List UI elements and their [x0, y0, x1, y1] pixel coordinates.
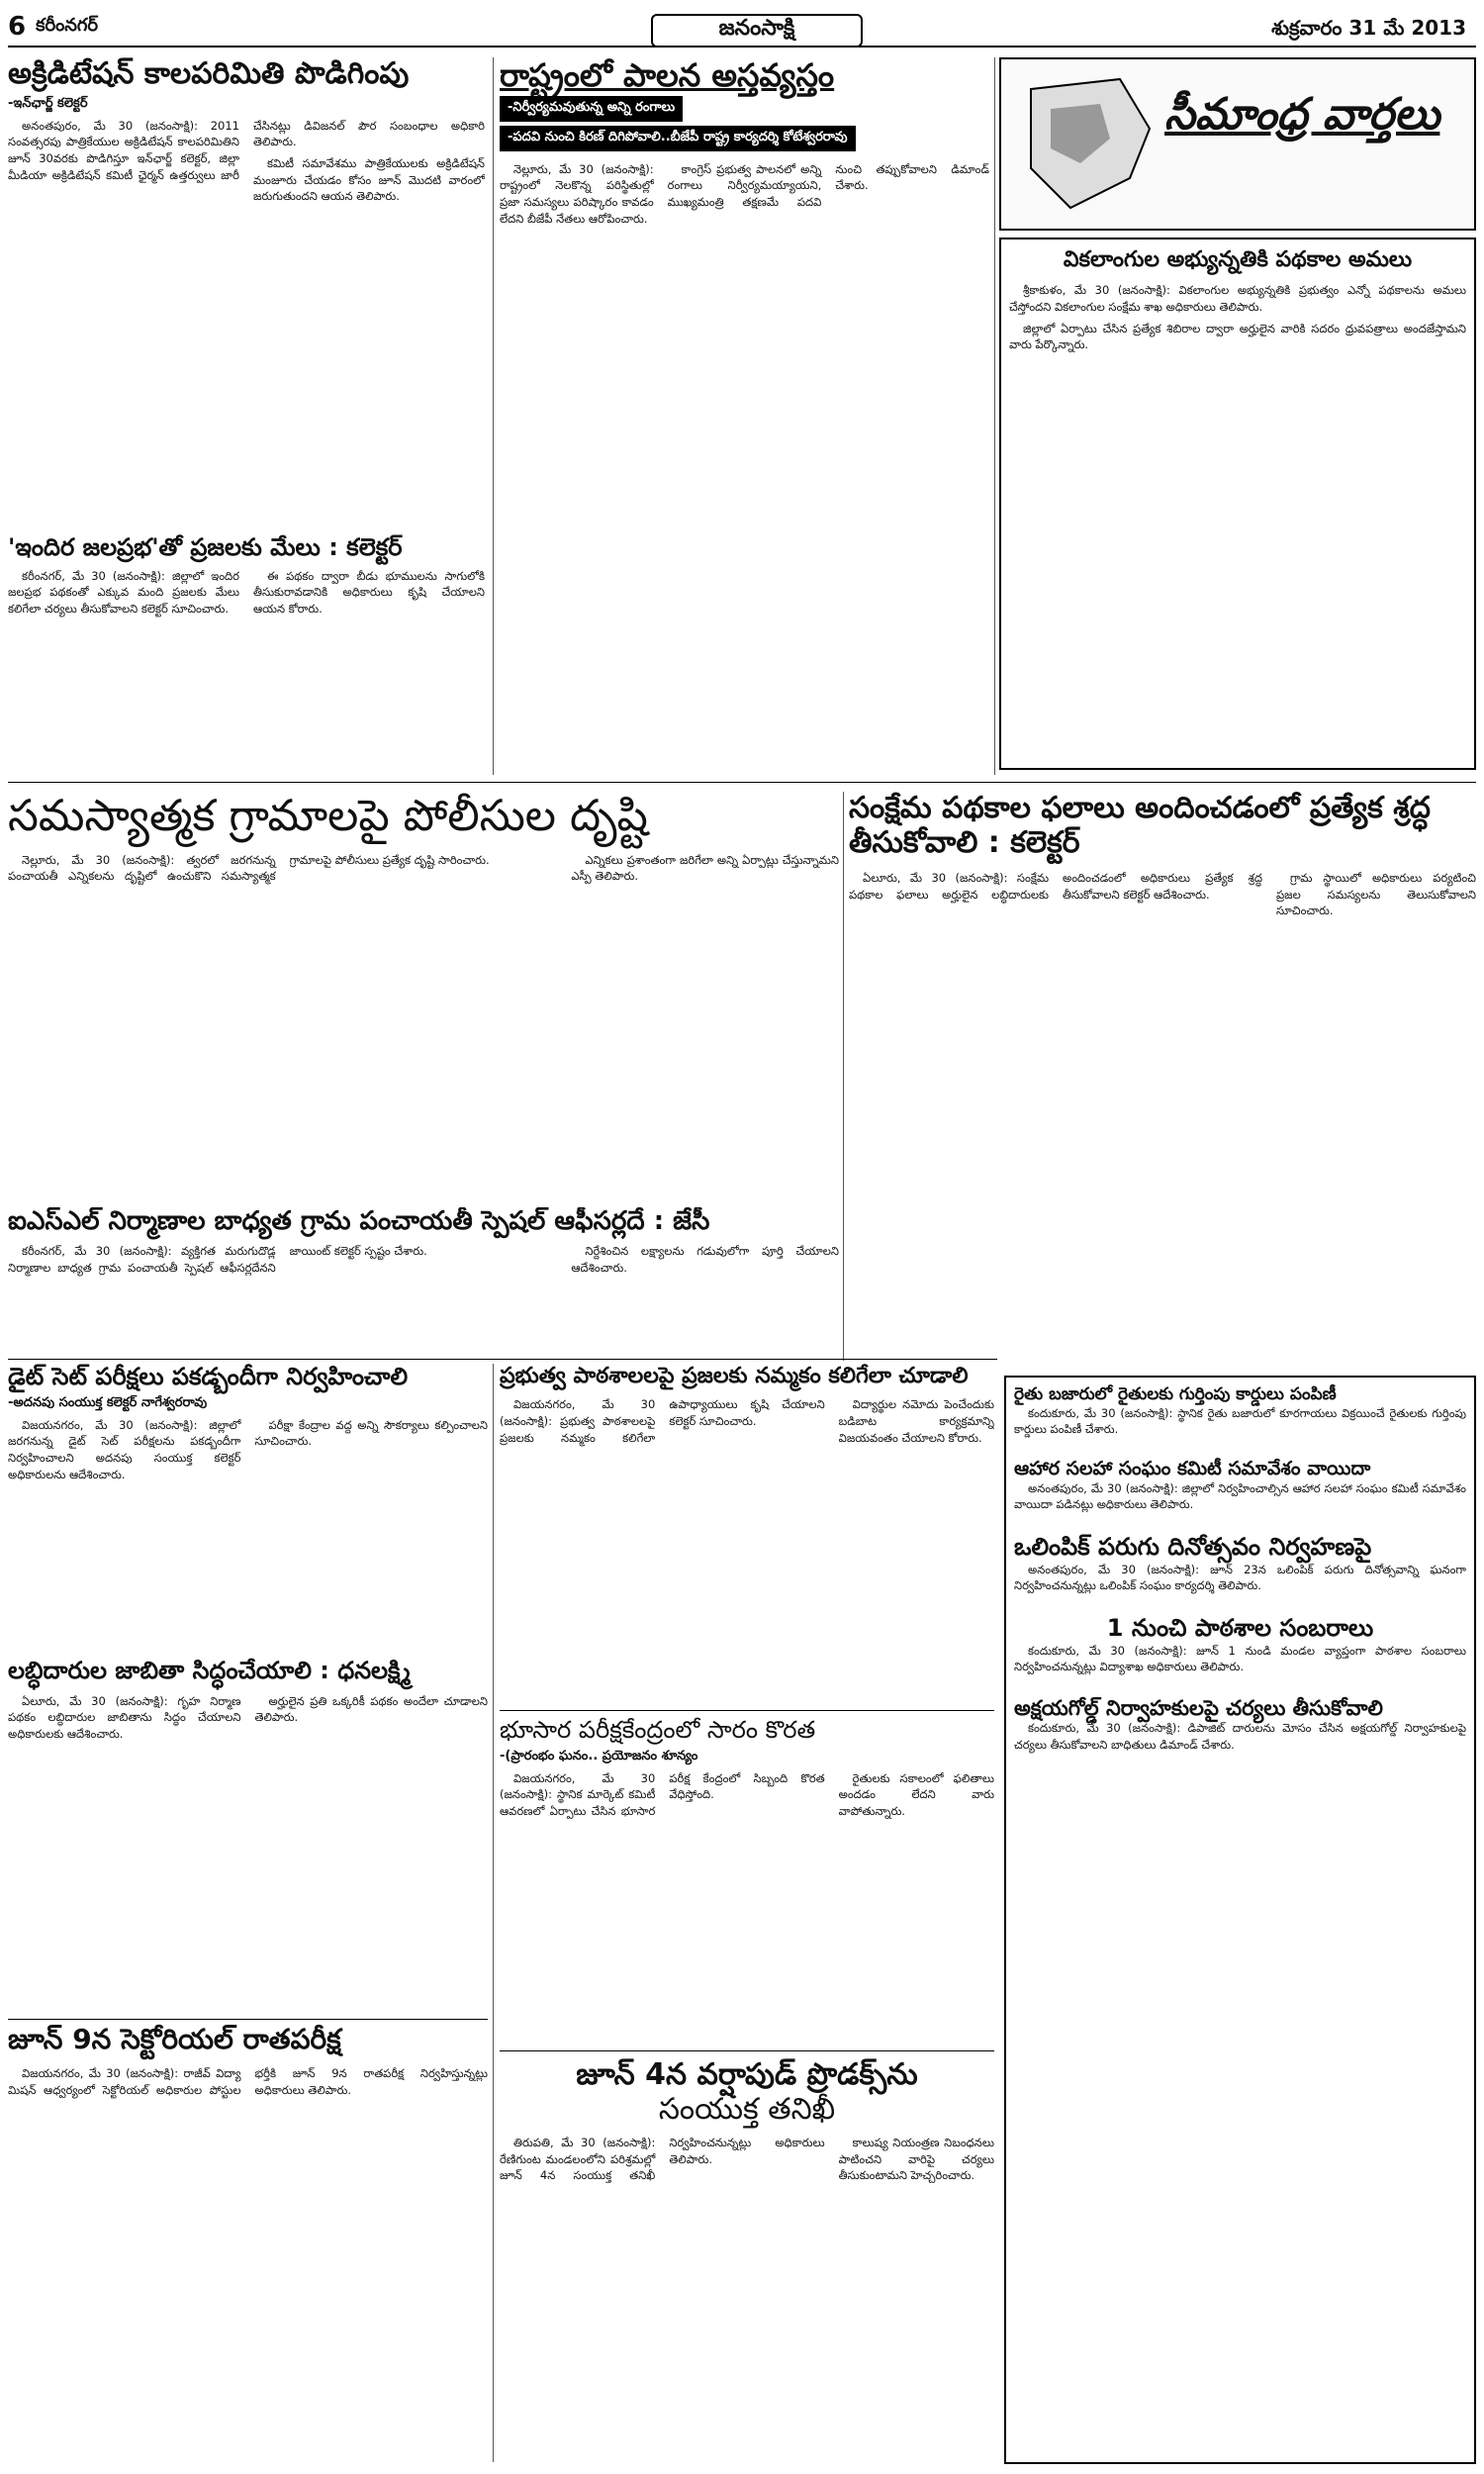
article-welfare-schemes [849, 792, 1476, 1366]
right-column-briefs [1004, 1376, 1476, 2464]
paragraph: ఏలూరు, మే 30 (జనంసాక్షి): సంక్షేమ పథకాల ఫలాలు అర్హులైన లబ్ధిదారులకు అందించడంలో అధికారులు ప్రత్యేక శ్రద్ధ తీసుకోవాలని కలెక్టర్ ఆదేశించారు. [849, 871, 1262, 902]
article-soil-testing [500, 1717, 994, 2044]
headline: సంక్షేమ పథకాల ఫలాలు అందించడంలో ప్రత్యేక శ్రద్ధ తీసుకోవాలి : కలెక్టర్ [849, 792, 1431, 860]
article-sectorial-exam [8, 2024, 488, 2241]
paragraph: శ్రీకాకుళం, మే 30 (జనంసాక్షి): వికలాంగుల అభ్యున్నతికి ప్రభుత్వం ఎన్నో పథకాలను అమలు చేస్తోందని వికలాంగుల సంక్షేమ శాఖ అధికారులు తెలిపారు. [1009, 283, 1466, 314]
headline: రాష్ట్రంలో పాలన అస్తవ్యస్తం [500, 57, 835, 94]
headline: 1 నుంచి పాఠశాల సంబరాలు [1106, 1614, 1374, 1643]
article-beneficiary-list [8, 1658, 488, 2014]
column-rule [493, 1364, 494, 2462]
article-body [1014, 1720, 1466, 1753]
column-rule [493, 57, 494, 775]
article-body [8, 1693, 488, 1743]
headline: జూన్ 4న వర్షాపుడ్ ప్రొడక్స్‌ను [576, 2058, 918, 2092]
article-body [8, 1417, 488, 1483]
paragraph: విజయనగరం, మే 30 (జనంసాక్షి): రాజీవ్ విద్యా మిషన్ ఆధ్వర్యంలో సెక్టోరియల్ అధికారుల పోస్టుల భర్తీకి జూన్ 9న రాతపరీక్ష నిర్వహిస్తున్నట్లు అధికారులు తెలిపారు. [8, 2066, 488, 2097]
paragraph: కరీంనగర్, మే 30 (జనంసాక్షి): వ్యక్తిగత మరుగుదొడ్ల నిర్మాణాల బాధ్యత గ్రామ పంచాయతీ స్పెషల్ ఆఫీసర్లదేనని జాయింట్ కలెక్టర్ స్పష్టం చేశారు. [8, 1243, 427, 1275]
article-body [1014, 1405, 1466, 1438]
paragraph: విజయనగరం, మే 30 (జనంసాక్షి): జిల్లాలో జరగనున్న డైట్ సెట్ పరీక్షలను పకడ్బందీగా నిర్వహించాలని అదనపు సంయుక్త కలెక్టర్ అధికారులను ఆదేశించారు. [8, 1417, 241, 1481]
column-rule [994, 57, 995, 775]
paragraph: విజయనగరం, మే 30 (జనంసాక్షి): ప్రభుత్వ పాఠశాలలపై ప్రజలకు నమ్మకం కలిగేలా ఉపాధ్యాయులు కృషి చేయాలని కలెక్టర్ సూచించారు. [500, 1397, 825, 1445]
article-farmer-id-cards [1014, 1385, 1466, 1438]
article-body [8, 2065, 488, 2101]
article-food-committee [1014, 1459, 1466, 1513]
paragraph: కాంగ్రెస్ ప్రభుత్వ పాలనలో అన్ని రంగాలు నిర్వీర్యమయ్యాయని, ముఖ్యమంత్రి తక్షణమే పదవి నుంచి తప్పుకోవాలని డిమాండ్ చేశారు. [667, 161, 989, 210]
state-map-icon [1011, 69, 1159, 218]
masthead-logo: జనంసాక్షి [651, 14, 863, 48]
article-body [8, 118, 485, 205]
paragraph: అనంతపురం, మే 30 (జనంసాక్షి): జిల్లాలో నిర్వహించాల్సిన ఆహార సలహా సంఘం కమిటీ సమావేశం వాయిదా పడినట్లు అధికారులు తెలిపారు. [1014, 1480, 1466, 1512]
article-administration [500, 57, 989, 770]
paragraph: కమిటీ సమావేశము పాత్రికేయులకు అక్రిడిటేషన్ మంజూరు చేయడం కోసం జూన్ మొదటి వారంలో జరుగుతుందని ఆయన తెలిపారు. [253, 155, 485, 204]
article-body [849, 870, 1476, 919]
divider [8, 782, 1476, 783]
headline: వికలాంగుల అభ్యున్నతికి పథకాల అమలు [1063, 247, 1413, 272]
headline: డైట్ సెట్ పరీక్షలు పకడ్బందీగా నిర్వహించాలి [8, 1364, 409, 1390]
article-police-focus [8, 792, 839, 1197]
subhead: -(ప్రారంభం ఘనం.. ప్రయోజనం శూన్యం [500, 1748, 698, 1763]
page-header [8, 8, 1476, 48]
headline: 'ఇందిర జలప్రభ'తో ప్రజలకు మేలు : కలెక్టర్ [8, 534, 403, 561]
article-waterproof-inspection [500, 2058, 994, 2464]
banner-title: సీమాంధ్ర వార్తలు [1164, 89, 1440, 140]
article-body [1014, 1643, 1466, 1675]
paragraph: నెల్లూరు, మే 30 (జనంసాక్షి): త్వరలో జరగనున్న పంచాయతీ ఎన్నికలను దృష్టిలో ఉంచుకొని సమస్యాత్మక గ్రామాలపై పోలీసులు ప్రత్యేక దృష్టి సారించారు. [8, 852, 490, 884]
paragraph: ఈ పథకం ద్వారా బీడు భూములను సాగులోకి తీసుకురావడానికి అధికారులు కృషి చేయాలని ఆయన కోరారు. [253, 568, 485, 616]
divider [500, 1710, 994, 1711]
paragraph: కరీంనగర్, మే 30 (జనంసాక్షి): జిల్లాలో ఇందిర జలప్రభ పథకంతో ఎక్కువ మంది ప్రజలకు మేలు కలిగేలా చర్యలు తీసుకోవాలని కలెక్టర్ సూచించారు. [8, 568, 239, 616]
paragraph: పరీక్షా కేంద్రాల వద్ద అన్ని సౌకర్యాలు కల్పించాలని సూచించారు. [254, 1417, 488, 1449]
subhead-bar: -పదవి నుంచి కిరణ్ దిగిపోవాలి..బీజేపీ రాష్ట్ర కార్యదర్శి కోటేశ్వరరావు [500, 126, 856, 151]
subhead-bar: -నిర్వీర్యమవుతున్న అన్ని రంగాలు [500, 96, 683, 122]
paragraph: జిల్లాలో ఏర్పాటు చేసిన ప్రత్యేక శిబిరాల ద్వారా అర్హులైన వారికి సదరం ధ్రువపత్రాలు అందజేస్తామని వారు పేర్కొన్నారు. [1009, 321, 1466, 352]
paragraph: రైతులకు సకాలంలో ఫలితాలు అందడం లేదని వారు వాపోతున్నారు. [838, 1770, 994, 1818]
paragraph: విజయనగరం, మే 30 (జనంసాక్షి): స్థానిక మార్కెట్ కమిటీ ఆవరణలో ఏర్పాటు చేసిన భూసార పరీక్ష కేంద్రంలో సిబ్బంది కొరత వేధిస్తోంది. [500, 1770, 825, 1818]
issue-date: శుక్రవారం 31 మే 2013 [1271, 16, 1466, 40]
paragraph: నిర్దేశించిన లక్ష్యాలను గడువులోగా పూర్తి చేయాలని ఆదేశించారు. [571, 1243, 839, 1275]
headline: భూసార పరీక్షకేంద్రంలో సారం కొరత [500, 1717, 816, 1744]
headline: ఐఎస్ఎల్ నిర్మాణాల బాధ్యత గ్రామ పంచాయతీ స్పెషల్ ఆఫీసర్లదే : జేసీ [8, 1207, 710, 1236]
byline: -ఇన్‌ఛార్జ్ కలెక్టర్ [8, 95, 88, 111]
paragraph: కందుకూరు, మే 30 (జనంసాక్షి): స్థానిక రైతు బజారులో కూరగాయలు విక్రయించే రైతులకు గుర్తింపు కార్డులు పంపిణీ చేశారు. [1014, 1405, 1466, 1437]
paragraph: ఏలూరు, మే 30 (జనంసాక్షి): గృహ నిర్మాణ పథకం లబ్ధిదారుల జాబితాను సిద్ధం చేయాలని అధికారులకు ఆదేశించారు. [8, 1693, 241, 1741]
paragraph: అనంతపురం, మే 30 (జనంసాక్షి): 2011 సంవత్సరపు పాత్రికేయుల అక్రిడిటేషన్ కాలపరిమితిని జూన్ 30వరకు పొడిగిస్తూ ఇన్‌ఛార్జ్ కలెక్టర్, జిల్లా మీడియా అక్రిడిటేషన్ కమిటీ ఛైర్మన్ ఉత్తర్వులు జారీ చేసినట్లు డివిజనల్ పౌర సంబంధాల అధికారి తెలిపారు. [8, 118, 485, 182]
article-body [8, 568, 485, 622]
article-body [1014, 1562, 1466, 1594]
divider [500, 2050, 994, 2051]
article-body [500, 1396, 994, 1446]
headline: లబ్ధిదారుల జాబితా సిద్ధంచేయాలి : ధనలక్ష్మి [8, 1658, 411, 1684]
article-diet-set-exams [8, 1364, 488, 1646]
article-school-celebrations [1014, 1615, 1466, 1675]
article-accreditation [8, 57, 485, 493]
paragraph: విద్యార్థుల నమోదు పెంచేందుకు బడిబాట కార్యక్రమాన్ని విజయవంతం చేయాలని కోరారు. [838, 1397, 994, 1445]
article-body [500, 1770, 994, 1820]
article-body [500, 161, 989, 228]
article-body [8, 852, 839, 885]
headline: జూన్ 9న సెక్టోరియల్ రాతపరీక్ష [8, 2024, 341, 2055]
page-number: 6 [8, 12, 27, 42]
article-body [1009, 282, 1466, 353]
article-akshaya-gold [1014, 1696, 1466, 1753]
paragraph: తిరుపతి, మే 30 (జనంసాక్షి): రేణిగుంట మండలంలోని పరిశ్రమల్లో జూన్ 4న సంయుక్త తనిఖీ నిర్వహించనున్నట్లు అధికారులు తెలిపారు. [500, 2136, 825, 2183]
article-body [1014, 1480, 1466, 1513]
headline: రైతు బజారులో రైతులకు గుర్తింపు కార్డులు పంపిణీ [1014, 1384, 1337, 1404]
headline: సమస్యాత్మక గ్రామాలపై పోలీసుల దృష్టి [8, 792, 648, 841]
article-isl-construction [8, 1207, 839, 1356]
paragraph: కందుకూరు, మే 30 (జనంసాక్షి): డిపాజిట్ దారులను మోసం చేసిన అక్షయగోల్డ్ నిర్వాహకులపై చర్యలు తీసుకోవాలని బాధితులు డిమాండ్ చేశారు. [1014, 1721, 1466, 1752]
headline: అక్షయగోల్డ్ నిర్వాహకులపై చర్యలు తీసుకోవాలి [1014, 1695, 1383, 1720]
headline: అక్రిడిటేషన్ కాలపరిమితి పొడిగింపు [8, 57, 410, 91]
headline: ఒలింపిక్ పరుగు దినోత్సవం నిర్వహణపై [1014, 1533, 1372, 1562]
paragraph: అనంతపురం, మే 30 (జనంసాక్షి): జూన్ 23న ఒలింపిక్ పరుగు దినోత్సవాన్ని ఘనంగా నిర్వహించనున్నట్లు ఒలింపిక్ సంఘం కార్యదర్శి తెలిపారు. [1014, 1562, 1466, 1593]
paragraph: కాలుష్య నియంత్రణ నిబంధనలు పాటించని వారిపై చర్యలు తీసుకుంటామని హెచ్చరించారు. [838, 2136, 994, 2183]
article-disabled-welfare [999, 238, 1476, 770]
column-rule [843, 792, 844, 1361]
article-government-schools [500, 1364, 994, 1705]
divider [8, 2019, 488, 2020]
headline-line-2: సంయుక్త తనిఖీ [658, 2091, 836, 2127]
paragraph: ఎన్నికలు ప్రశాంతంగా జరిగేలా అన్ని ఏర్పాట్లు చేస్తున్నామని ఎస్పీ తెలిపారు. [571, 852, 839, 884]
headline: ప్రభుత్వ పాఠశాలలపై ప్రజలకు నమ్మకం కలిగేలా చూడాలి [500, 1364, 969, 1388]
article-olympic-run [1014, 1534, 1466, 1594]
byline: -అదనపు సంయుక్త కలెక్టర్ నాగేశ్వరరావు [8, 1394, 208, 1410]
article-body [500, 2135, 994, 2184]
seemandhra-news-banner [999, 57, 1476, 231]
paragraph: గ్రామ స్థాయిలో అధికారులు పర్యటించి ప్రజల సమస్యలను తెలుసుకోవాలని సూచించారు. [1276, 871, 1476, 918]
headline: ఆహార సలహా సంఘం కమిటీ సమావేశం వాయిదా [1014, 1457, 1371, 1479]
paragraph: కందుకూరు, మే 30 (జనంసాక్షి): జూన్ 1 నుండి మండల వ్యాప్తంగా పాఠశాల సంబరాలు నిర్వహించనున్నట్లు విద్యాశాఖ అధికారులు తెలిపారు. [1014, 1643, 1466, 1674]
edition-place: కరీంనగర్ [36, 14, 99, 36]
paragraph: నెల్లూరు, మే 30 (జనంసాక్షి): రాష్ట్రంలో నెలకొన్న పరిస్థితుల్లో ప్రజా సమస్యలు పరిష్కారం కావడం లేదని బీజేపీ నేతలు ఆరోపించారు. [500, 161, 654, 226]
article-body [8, 1243, 839, 1276]
paragraph: అర్హులైన ప్రతి ఒక్కరికీ పథకం అందేలా చూడాలని తెలిపారు. [254, 1693, 488, 1725]
article-indira-jalaprabha [8, 534, 485, 772]
divider [8, 1359, 997, 1360]
